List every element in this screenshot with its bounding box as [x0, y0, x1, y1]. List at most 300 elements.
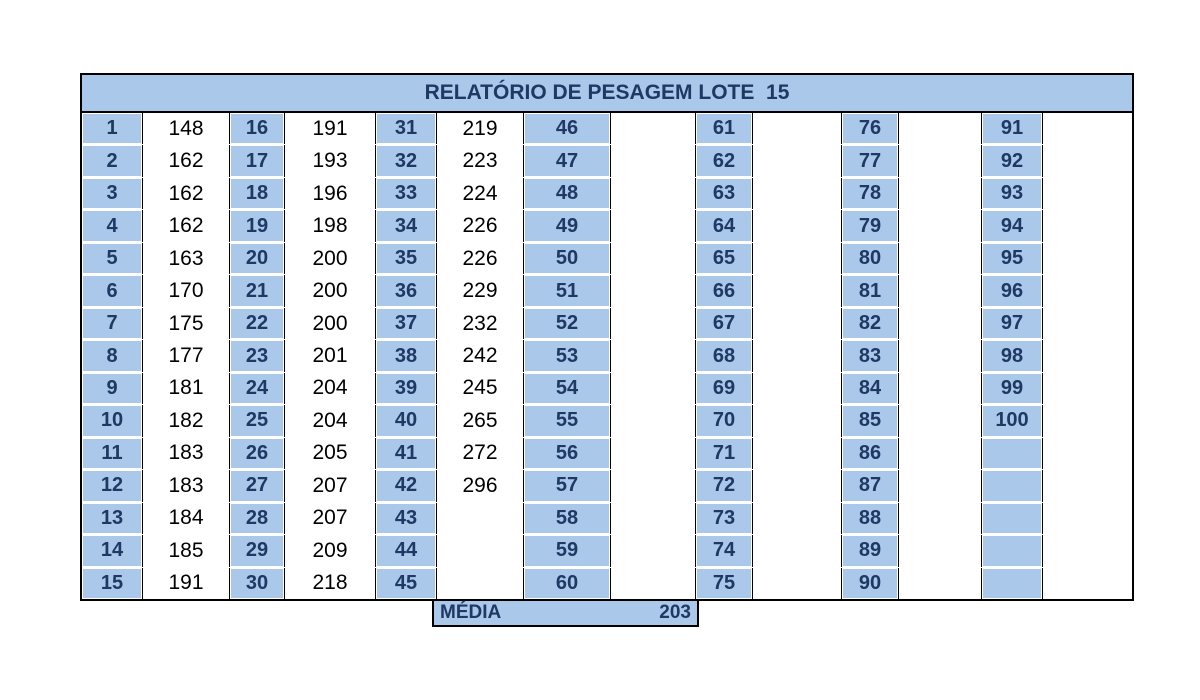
table-row	[696, 503, 842, 535]
weight-value: 148	[142, 113, 230, 144]
table-row	[524, 145, 696, 177]
table-row	[82, 210, 230, 242]
weight-value	[1042, 568, 1122, 599]
animal-number: 87	[842, 470, 898, 501]
weight-value: 177	[142, 340, 230, 371]
weight-value	[752, 503, 842, 534]
weight-value: 207	[284, 503, 376, 534]
weight-value	[898, 535, 982, 566]
weight-value	[752, 535, 842, 566]
animal-number: 74	[696, 535, 752, 566]
weight-value	[898, 438, 982, 469]
weight-value: 232	[436, 308, 524, 339]
average-value: 203	[659, 602, 691, 623]
weight-value	[898, 113, 982, 144]
weight-value	[610, 405, 696, 436]
animal-number: 46	[524, 113, 610, 144]
animal-number: 75	[696, 568, 752, 599]
weight-value	[898, 340, 982, 371]
table-row	[376, 178, 524, 210]
animal-number: 19	[230, 210, 284, 241]
table-row	[230, 210, 376, 242]
weight-value: 183	[142, 438, 230, 469]
weight-value	[752, 308, 842, 339]
animal-number: 6	[82, 275, 142, 306]
animal-number: 93	[982, 178, 1042, 209]
table-row	[982, 308, 1122, 340]
table-row	[842, 145, 982, 177]
animal-number: 91	[982, 113, 1042, 144]
weight-value	[610, 178, 696, 209]
animal-number: 42	[376, 470, 436, 501]
animal-number: 22	[230, 308, 284, 339]
animal-number: 86	[842, 438, 898, 469]
column-group	[696, 113, 842, 599]
weight-value	[1042, 340, 1122, 371]
report-grid	[82, 113, 1132, 599]
weight-value	[610, 340, 696, 371]
weight-value	[1042, 535, 1122, 566]
weight-value: 184	[142, 503, 230, 534]
table-row	[230, 145, 376, 177]
table-row	[524, 535, 696, 567]
weight-value	[898, 503, 982, 534]
table-row	[524, 373, 696, 405]
weight-value	[1042, 145, 1122, 176]
animal-number: 62	[696, 145, 752, 176]
weight-value: 219	[436, 113, 524, 144]
animal-number: 30	[230, 568, 284, 599]
weight-value: 209	[284, 535, 376, 566]
weight-value: 200	[284, 275, 376, 306]
column-group	[230, 113, 376, 599]
animal-number: 85	[842, 405, 898, 436]
weight-value	[752, 145, 842, 176]
animal-number: 49	[524, 210, 610, 241]
table-row	[696, 113, 842, 145]
table-row	[982, 113, 1122, 145]
table-row	[376, 405, 524, 437]
table-row	[842, 308, 982, 340]
weight-value: 242	[436, 340, 524, 371]
table-row	[524, 308, 696, 340]
weight-value	[752, 470, 842, 501]
table-row	[82, 438, 230, 470]
weight-value	[1042, 503, 1122, 534]
column-group	[982, 113, 1122, 599]
weight-value	[898, 145, 982, 176]
animal-number: 55	[524, 405, 610, 436]
weight-value: 272	[436, 438, 524, 469]
table-row	[696, 210, 842, 242]
animal-number: 83	[842, 340, 898, 371]
animal-number: 21	[230, 275, 284, 306]
animal-number: 69	[696, 373, 752, 404]
table-row	[842, 405, 982, 437]
weight-value	[752, 113, 842, 144]
animal-number: 51	[524, 275, 610, 306]
table-row	[82, 535, 230, 567]
table-row	[982, 275, 1122, 307]
weight-value	[610, 373, 696, 404]
weight-value: 265	[436, 405, 524, 436]
animal-number: 24	[230, 373, 284, 404]
animal-number: 18	[230, 178, 284, 209]
animal-number: 33	[376, 178, 436, 209]
weight-value	[610, 308, 696, 339]
table-row	[696, 438, 842, 470]
table-row	[524, 568, 696, 599]
weight-value: 224	[436, 178, 524, 209]
weight-value: 200	[284, 308, 376, 339]
weight-value	[752, 178, 842, 209]
table-row	[230, 503, 376, 535]
table-row	[524, 113, 696, 145]
weight-value: 204	[284, 373, 376, 404]
table-row	[376, 113, 524, 145]
animal-number: 29	[230, 535, 284, 566]
animal-number: 60	[524, 568, 610, 599]
weight-value	[898, 405, 982, 436]
table-row	[82, 178, 230, 210]
table-row	[376, 438, 524, 470]
animal-number: 50	[524, 243, 610, 274]
weight-value	[1042, 405, 1122, 436]
animal-number: 26	[230, 438, 284, 469]
table-row	[696, 470, 842, 502]
table-row	[696, 308, 842, 340]
animal-number: 7	[82, 308, 142, 339]
weight-value: 191	[284, 113, 376, 144]
animal-number: 53	[524, 340, 610, 371]
animal-number: 90	[842, 568, 898, 599]
table-row	[82, 340, 230, 372]
animal-number: 3	[82, 178, 142, 209]
animal-number: 1	[82, 113, 142, 144]
table-row	[524, 210, 696, 242]
table-row	[842, 438, 982, 470]
table-row	[82, 243, 230, 275]
animal-number: 52	[524, 308, 610, 339]
animal-number: 54	[524, 373, 610, 404]
weight-value: 162	[142, 178, 230, 209]
weight-value: 201	[284, 340, 376, 371]
table-row	[524, 178, 696, 210]
table-row	[696, 568, 842, 599]
column-group	[82, 113, 230, 599]
table-row	[982, 373, 1122, 405]
animal-number: 36	[376, 275, 436, 306]
animal-number: 77	[842, 145, 898, 176]
weight-value: 200	[284, 243, 376, 274]
animal-number: 17	[230, 145, 284, 176]
animal-number: 34	[376, 210, 436, 241]
table-row	[982, 145, 1122, 177]
animal-number: 56	[524, 438, 610, 469]
weight-value	[898, 373, 982, 404]
animal-number: 96	[982, 275, 1042, 306]
weight-value: 163	[142, 243, 230, 274]
animal-number: 94	[982, 210, 1042, 241]
animal-number: 61	[696, 113, 752, 144]
weight-value	[898, 308, 982, 339]
weight-value	[898, 243, 982, 274]
table-row	[230, 275, 376, 307]
table-row	[842, 113, 982, 145]
animal-number: 67	[696, 308, 752, 339]
animal-number	[982, 503, 1042, 534]
weight-value: 175	[142, 308, 230, 339]
animal-number: 57	[524, 470, 610, 501]
weight-value: 162	[142, 210, 230, 241]
weight-value	[436, 568, 524, 599]
animal-number: 59	[524, 535, 610, 566]
table-row	[524, 275, 696, 307]
animal-number: 5	[82, 243, 142, 274]
animal-number: 98	[982, 340, 1042, 371]
animal-number: 88	[842, 503, 898, 534]
animal-number: 63	[696, 178, 752, 209]
weight-value	[898, 470, 982, 501]
weight-value	[752, 210, 842, 241]
animal-number: 44	[376, 535, 436, 566]
weight-value	[610, 568, 696, 599]
weight-value	[1042, 373, 1122, 404]
table-row	[376, 145, 524, 177]
weight-value	[898, 210, 982, 241]
weight-value	[610, 438, 696, 469]
table-row	[230, 438, 376, 470]
weight-value: 207	[284, 470, 376, 501]
animal-number: 39	[376, 373, 436, 404]
animal-number: 35	[376, 243, 436, 274]
animal-number: 10	[82, 405, 142, 436]
animal-number: 58	[524, 503, 610, 534]
animal-number: 47	[524, 145, 610, 176]
weight-value	[752, 405, 842, 436]
table-row	[230, 470, 376, 502]
weight-value: 198	[284, 210, 376, 241]
animal-number: 25	[230, 405, 284, 436]
animal-number: 11	[82, 438, 142, 469]
weight-value	[1042, 438, 1122, 469]
weighing-report-table	[80, 73, 1134, 601]
animal-number: 9	[82, 373, 142, 404]
animal-number: 28	[230, 503, 284, 534]
table-row	[230, 373, 376, 405]
table-row	[82, 405, 230, 437]
animal-number: 100	[982, 405, 1042, 436]
average-label: MÉDIA	[440, 602, 502, 623]
weight-value	[436, 535, 524, 566]
animal-number: 70	[696, 405, 752, 436]
table-row	[524, 340, 696, 372]
table-row	[82, 145, 230, 177]
animal-number: 13	[82, 503, 142, 534]
table-row	[376, 340, 524, 372]
table-row	[842, 178, 982, 210]
weight-value: 170	[142, 275, 230, 306]
animal-number: 8	[82, 340, 142, 371]
table-row	[82, 568, 230, 599]
weight-value: 181	[142, 373, 230, 404]
weight-value: 204	[284, 405, 376, 436]
animal-number	[982, 568, 1042, 599]
weight-value: 205	[284, 438, 376, 469]
animal-number: 15	[82, 568, 142, 599]
animal-number: 40	[376, 405, 436, 436]
table-row	[376, 275, 524, 307]
weight-value	[1042, 210, 1122, 241]
animal-number: 12	[82, 470, 142, 501]
weight-value	[752, 568, 842, 599]
animal-number	[982, 470, 1042, 501]
table-row	[982, 243, 1122, 275]
weight-value: 223	[436, 145, 524, 176]
table-row	[842, 535, 982, 567]
weight-value	[610, 503, 696, 534]
table-row	[524, 405, 696, 437]
animal-number: 81	[842, 275, 898, 306]
table-row	[376, 503, 524, 535]
table-row	[982, 340, 1122, 372]
weight-value	[610, 470, 696, 501]
table-row	[230, 568, 376, 599]
animal-number: 92	[982, 145, 1042, 176]
weight-value: 183	[142, 470, 230, 501]
weight-value	[752, 243, 842, 274]
table-row	[842, 275, 982, 307]
weight-value	[436, 503, 524, 534]
table-row	[230, 405, 376, 437]
table-row	[230, 243, 376, 275]
animal-number: 79	[842, 210, 898, 241]
animal-number: 31	[376, 113, 436, 144]
weight-value: 182	[142, 405, 230, 436]
table-row	[82, 308, 230, 340]
animal-number: 37	[376, 308, 436, 339]
weight-value: 191	[142, 568, 230, 599]
weight-value	[610, 275, 696, 306]
table-row	[982, 405, 1122, 437]
table-row	[982, 438, 1122, 470]
animal-number: 14	[82, 535, 142, 566]
table-row	[982, 210, 1122, 242]
report-title: RELATÓRIO DE PESAGEM LOTE 15	[82, 75, 1132, 113]
table-row	[524, 470, 696, 502]
table-row	[842, 340, 982, 372]
animal-number: 45	[376, 568, 436, 599]
table-row	[376, 470, 524, 502]
animal-number: 23	[230, 340, 284, 371]
weight-value	[1042, 308, 1122, 339]
animal-number: 4	[82, 210, 142, 241]
table-row	[842, 568, 982, 599]
weight-value	[898, 568, 982, 599]
weight-value: 226	[436, 243, 524, 274]
animal-number: 32	[376, 145, 436, 176]
weight-value: 245	[436, 373, 524, 404]
animal-number: 97	[982, 308, 1042, 339]
table-row	[82, 470, 230, 502]
table-row	[982, 470, 1122, 502]
table-row	[230, 340, 376, 372]
animal-number: 41	[376, 438, 436, 469]
weight-value	[1042, 178, 1122, 209]
animal-number: 84	[842, 373, 898, 404]
table-row	[696, 275, 842, 307]
table-row	[82, 113, 230, 145]
table-row	[842, 243, 982, 275]
weight-value	[1042, 113, 1122, 144]
column-group	[842, 113, 982, 599]
weight-value	[610, 535, 696, 566]
table-row	[696, 405, 842, 437]
table-row	[376, 308, 524, 340]
weight-value	[610, 113, 696, 144]
table-row	[842, 470, 982, 502]
animal-number: 80	[842, 243, 898, 274]
table-row	[230, 178, 376, 210]
table-row	[982, 503, 1122, 535]
table-row	[696, 243, 842, 275]
table-row	[842, 503, 982, 535]
table-row	[982, 178, 1122, 210]
table-row	[82, 373, 230, 405]
table-row	[376, 243, 524, 275]
animal-number: 73	[696, 503, 752, 534]
table-row	[696, 145, 842, 177]
animal-number: 82	[842, 308, 898, 339]
table-row	[696, 340, 842, 372]
weight-value: 296	[436, 470, 524, 501]
animal-number: 16	[230, 113, 284, 144]
table-row	[376, 568, 524, 599]
animal-number: 66	[696, 275, 752, 306]
table-row	[82, 503, 230, 535]
table-row	[982, 568, 1122, 599]
animal-number: 72	[696, 470, 752, 501]
weight-value	[610, 243, 696, 274]
column-group	[524, 113, 696, 599]
average-summary	[432, 599, 699, 627]
column-group	[376, 113, 524, 599]
weight-value	[752, 275, 842, 306]
table-row	[696, 178, 842, 210]
table-row	[376, 373, 524, 405]
weight-value: 193	[284, 145, 376, 176]
weight-value: 226	[436, 210, 524, 241]
table-row	[524, 243, 696, 275]
table-row	[230, 113, 376, 145]
weight-value	[610, 145, 696, 176]
weight-value: 218	[284, 568, 376, 599]
table-row	[524, 503, 696, 535]
table-row	[842, 373, 982, 405]
table-row	[982, 535, 1122, 567]
animal-number: 68	[696, 340, 752, 371]
weight-value: 229	[436, 275, 524, 306]
weight-value	[752, 438, 842, 469]
weight-value	[1042, 470, 1122, 501]
weight-value	[610, 210, 696, 241]
table-row	[696, 373, 842, 405]
table-row	[696, 535, 842, 567]
weight-value	[1042, 275, 1122, 306]
animal-number: 43	[376, 503, 436, 534]
animal-number: 20	[230, 243, 284, 274]
table-row	[376, 535, 524, 567]
